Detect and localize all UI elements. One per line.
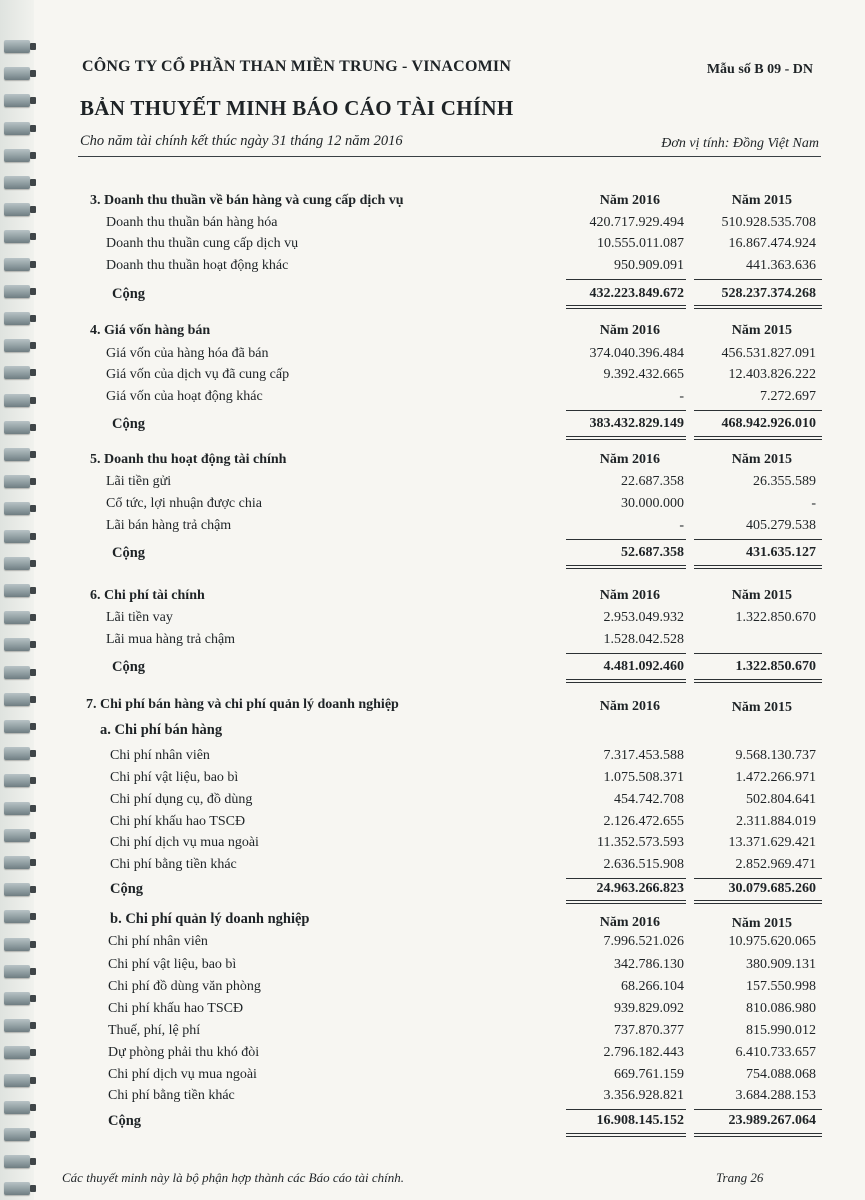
total-label: Cộng <box>112 286 146 302</box>
document-title: BẢN THUYẾT MINH BÁO CÁO TÀI CHÍNH <box>80 96 514 120</box>
binding-ring <box>4 40 30 53</box>
row-label: Lãi mua hàng trả chậm <box>106 632 236 647</box>
total-2015: 1.322.850.670 <box>735 659 816 674</box>
total-double-rule <box>566 308 686 309</box>
value-2016: 7.317.453.588 <box>603 748 684 763</box>
row-label: Chi phí dịch vụ mua ngoài <box>110 835 259 850</box>
year-2015-label: Năm 2015 <box>731 452 792 467</box>
value-2016: 22.687.358 <box>621 474 684 489</box>
total-label: Cộng <box>112 545 146 561</box>
table-row <box>0 258 865 280</box>
value-2015: 1.322.850.670 <box>735 610 816 625</box>
value-2015: 510.928.535.708 <box>721 215 816 230</box>
subtotal-rule <box>694 279 822 280</box>
row-label: Dự phòng phải thu khó đòi <box>108 1045 260 1060</box>
year-2015-label: Năm 2015 <box>731 588 792 603</box>
table-row <box>0 1023 865 1045</box>
value-2016: 2.796.182.443 <box>603 1045 684 1060</box>
row-label: Thuế, phí, lệ phí <box>108 1023 201 1038</box>
row-label: Chi phí bằng tiền khác <box>108 1088 235 1103</box>
value-2016: 420.717.929.494 <box>589 215 684 230</box>
total-double-rule <box>566 305 686 306</box>
total-label: Cộng <box>110 881 144 897</box>
currency-unit: Đơn vị tính: Đồng Việt Nam <box>661 136 819 151</box>
total-2016: 52.687.358 <box>621 545 684 560</box>
year-2016-label: Năm 2016 <box>599 915 660 930</box>
total-label: Cộng <box>112 659 146 675</box>
value-2016: 3.356.928.821 <box>603 1088 684 1103</box>
section-header-row <box>0 323 865 345</box>
value-2015: 2.852.969.471 <box>735 857 816 872</box>
value-2015: 26.355.589 <box>753 474 816 489</box>
year-2016-label: Năm 2016 <box>599 699 660 714</box>
row-label: Lãi tiền vay <box>106 610 173 625</box>
table-row <box>0 367 865 389</box>
value-2016: 454.742.708 <box>614 792 684 807</box>
value-2016: - <box>679 389 684 404</box>
row-label: Giá vốn của dịch vụ đã cung cấp <box>106 367 290 382</box>
table-row <box>0 857 865 879</box>
value-2015: 16.867.474.924 <box>728 236 816 251</box>
value-2016: 9.392.432.665 <box>603 367 684 382</box>
subsection-title: b. Chi phí quản lý doanh nghiệp <box>110 911 310 927</box>
table-row <box>0 610 865 632</box>
total-double-rule <box>566 900 686 901</box>
value-2016: 342.786.130 <box>614 957 684 972</box>
total-double-rule <box>694 565 822 566</box>
table-row <box>0 236 865 258</box>
row-label: Doanh thu thuần cung cấp dịch vụ <box>106 236 299 251</box>
header-divider <box>78 156 821 157</box>
table-row <box>0 346 865 368</box>
total-label: Cộng <box>108 1113 142 1129</box>
row-label: Chi phí dịch vụ mua ngoài <box>108 1067 257 1082</box>
total-double-rule <box>694 679 822 680</box>
value-2015: 815.990.012 <box>746 1023 816 1038</box>
row-label: Lãi tiền gửi <box>106 474 172 489</box>
year-2016-label: Năm 2016 <box>599 588 660 603</box>
subtotal-rule <box>694 1109 822 1110</box>
value-2015: 1.472.266.971 <box>735 770 816 785</box>
subsection-title: a. Chi phí bán hàng <box>100 722 223 738</box>
total-double-rule <box>694 305 822 306</box>
row-label: Chi phí nhân viên <box>108 934 208 949</box>
row-label: Chi phí vật liệu, bao bì <box>110 770 239 785</box>
table-row <box>0 835 865 857</box>
total-2016: 432.223.849.672 <box>589 286 684 301</box>
total-double-rule <box>566 1133 686 1134</box>
total-2015: 23.989.267.064 <box>728 1113 816 1128</box>
total-double-rule <box>566 565 686 566</box>
value-2016: 1.528.042.528 <box>603 632 684 647</box>
table-row <box>0 1045 865 1067</box>
table-row <box>0 389 865 411</box>
total-double-rule <box>566 568 686 569</box>
total-2016: 16.908.145.152 <box>596 1113 684 1128</box>
section-header-row <box>0 452 865 474</box>
value-2015: 12.403.826.222 <box>728 367 816 382</box>
year-2015-label: Năm 2015 <box>731 193 792 208</box>
subsection-header-row <box>0 911 865 933</box>
section-header-row <box>0 697 865 719</box>
total-double-rule <box>694 308 822 309</box>
subtotal-rule <box>566 653 686 654</box>
year-2016-label: Năm 2016 <box>599 193 660 208</box>
table-row <box>0 518 865 540</box>
total-double-rule <box>694 1136 822 1137</box>
total-2016: 383.432.829.149 <box>589 416 684 431</box>
value-2015: 157.550.998 <box>746 979 816 994</box>
value-2015: 441.363.636 <box>746 258 816 273</box>
year-2015-label: Năm 2015 <box>731 323 792 338</box>
value-2016: 374.040.396.484 <box>589 346 684 361</box>
subsection-header-row <box>0 722 865 744</box>
row-label: Giá vốn của hàng hóa đã bán <box>106 346 269 361</box>
table-row <box>0 1088 865 1110</box>
year-2015-label: Năm 2015 <box>731 700 792 715</box>
footer-note: Các thuyết minh này là bộ phận hợp thành các Báo cáo tài chính. <box>62 1170 404 1185</box>
value-2015: 10.975.620.065 <box>728 934 816 949</box>
value-2015: 2.311.884.019 <box>736 814 816 829</box>
year-2016-label: Năm 2016 <box>599 323 660 338</box>
value-2016: - <box>679 518 684 533</box>
value-2016: 2.953.049.932 <box>603 610 684 625</box>
total-double-rule <box>694 439 822 440</box>
row-label: Chi phí bằng tiền khác <box>110 857 237 872</box>
table-row <box>0 770 865 792</box>
binding-ring <box>4 94 30 107</box>
section-title: 3. Doanh thu thuần về bán hàng và cung cấp dịch vụ <box>90 193 404 208</box>
value-2016: 2.636.515.908 <box>603 857 684 872</box>
total-label: Cộng <box>112 416 146 432</box>
value-2015: 6.410.733.657 <box>735 1045 816 1060</box>
value-2015: 9.568.130.737 <box>735 748 816 763</box>
row-label: Chi phí dụng cụ, đồ dùng <box>110 792 253 807</box>
page-number: Trang 26 <box>716 1170 764 1185</box>
subtotal-rule <box>694 653 822 654</box>
row-label: Lãi bán hàng trả chậm <box>106 518 232 533</box>
value-2016: 737.870.377 <box>614 1023 684 1038</box>
total-double-rule <box>566 439 686 440</box>
total-double-rule <box>694 682 822 683</box>
value-2015: 405.279.538 <box>746 518 816 533</box>
total-double-rule <box>566 436 686 437</box>
total-double-rule <box>566 679 686 680</box>
table-row <box>0 496 865 518</box>
total-double-rule <box>566 903 686 904</box>
binding-ring <box>4 1182 30 1195</box>
value-2016: 10.555.011.087 <box>597 236 684 251</box>
value-2016: 669.761.159 <box>614 1067 684 1082</box>
total-double-rule <box>694 903 822 904</box>
total-double-rule <box>566 682 686 683</box>
subtotal-rule <box>694 539 822 540</box>
year-2016-label: Năm 2016 <box>599 452 660 467</box>
section-title: 7. Chi phí bán hàng và chi phí quản lý doanh nghiệp <box>86 697 399 712</box>
value-2015: - <box>811 496 816 511</box>
total-row <box>0 545 865 567</box>
total-double-rule <box>694 900 822 901</box>
table-row <box>0 1067 865 1089</box>
value-2015: 7.272.697 <box>760 389 816 404</box>
subtotal-rule <box>566 539 686 540</box>
row-label: Chi phí đồ dùng văn phòng <box>108 979 261 994</box>
value-2015: 502.804.641 <box>746 792 816 807</box>
total-2016: 24.963.266.823 <box>596 881 684 896</box>
table-row <box>0 1001 865 1023</box>
section-title: 6. Chi phí tài chính <box>90 588 205 603</box>
total-double-rule <box>694 436 822 437</box>
form-number: Mẫu số B 09 - DN <box>706 62 813 77</box>
value-2015: 810.086.980 <box>746 1001 816 1016</box>
total-2015: 30.079.685.260 <box>728 881 816 896</box>
total-2015: 468.942.926.010 <box>721 416 816 431</box>
value-2016: 939.829.092 <box>614 1001 684 1016</box>
reporting-period: Cho năm tài chính kết thúc ngày 31 tháng 12 năm 2016 <box>80 133 403 149</box>
total-row <box>0 659 865 681</box>
row-label: Chi phí vật liệu, bao bì <box>108 957 237 972</box>
value-2016: 30.000.000 <box>621 496 684 511</box>
subtotal-rule <box>566 878 686 879</box>
value-2016: 950.909.091 <box>614 258 684 273</box>
value-2016: 68.266.104 <box>621 979 684 994</box>
binding-ring <box>4 149 30 162</box>
subtotal-rule <box>566 279 686 280</box>
row-label: Giá vốn của hoạt động khác <box>106 389 263 404</box>
table-row <box>0 814 865 836</box>
total-double-rule <box>694 568 822 569</box>
row-label: Chi phí khấu hao TSCĐ <box>110 814 246 829</box>
subtotal-rule <box>566 410 686 411</box>
total-double-rule <box>694 1133 822 1134</box>
binding-ring <box>4 176 30 189</box>
table-row <box>0 792 865 814</box>
binding-ring <box>4 1155 30 1168</box>
year-2015-label: Năm 2015 <box>731 916 792 931</box>
value-2015: 380.909.131 <box>746 957 816 972</box>
subtotal-rule <box>566 1109 686 1110</box>
row-label: Chi phí khấu hao TSCĐ <box>108 1001 244 1016</box>
value-2016: 7.996.521.026 <box>603 934 684 949</box>
binding-ring <box>4 67 30 80</box>
table-row <box>0 748 865 770</box>
table-row <box>0 957 865 979</box>
table-row <box>0 934 865 956</box>
table-row <box>0 632 865 654</box>
value-2015: 3.684.288.153 <box>735 1088 816 1103</box>
value-2015: 754.088.068 <box>746 1067 816 1082</box>
value-2015: 456.531.827.091 <box>721 346 816 361</box>
value-2015: 13.371.629.421 <box>728 835 816 850</box>
total-double-rule <box>566 1136 686 1137</box>
value-2016: 1.075.508.371 <box>603 770 684 785</box>
row-label: Chi phí nhân viên <box>110 748 210 763</box>
row-label: Doanh thu thuần hoạt động khác <box>106 258 289 273</box>
total-2015: 431.635.127 <box>746 545 816 560</box>
table-row <box>0 215 865 237</box>
subtotal-rule <box>694 878 822 879</box>
row-label: Cổ tức, lợi nhuận được chia <box>106 496 262 511</box>
total-row <box>0 1113 865 1135</box>
section-header-row <box>0 193 865 215</box>
binding-ring <box>4 122 30 135</box>
row-label: Doanh thu thuần bán hàng hóa <box>106 215 278 230</box>
section-header-row <box>0 588 865 610</box>
section-title: 5. Doanh thu hoạt động tài chính <box>90 452 287 467</box>
total-2016: 4.481.092.460 <box>603 659 684 674</box>
total-2015: 528.237.374.268 <box>721 286 816 301</box>
value-2016: 2.126.472.655 <box>603 814 684 829</box>
table-row <box>0 474 865 496</box>
subtotal-rule <box>694 410 822 411</box>
table-row <box>0 979 865 1001</box>
company-name: CÔNG TY CỔ PHẦN THAN MIỀN TRUNG - VINACOMIN <box>82 58 512 75</box>
section-title: 4. Giá vốn hàng bán <box>90 323 211 338</box>
value-2016: 11.352.573.593 <box>597 835 684 850</box>
total-row <box>0 416 865 438</box>
